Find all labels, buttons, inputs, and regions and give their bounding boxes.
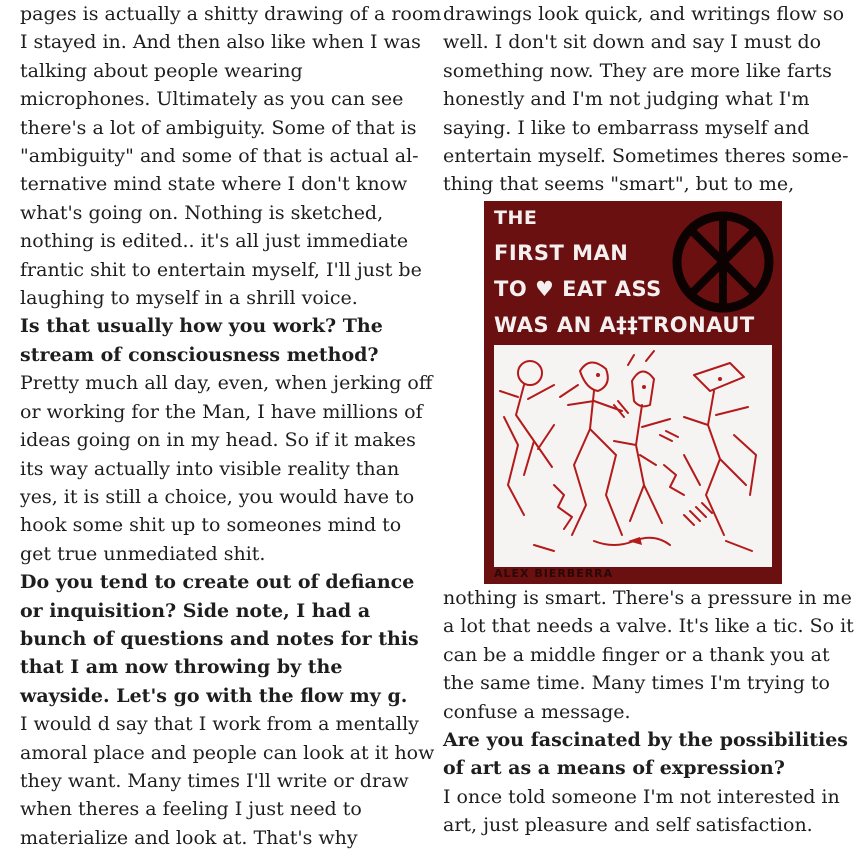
body-text-line: talking about people wearing xyxy=(20,59,303,82)
body-text-line: yes, it is still a choice, you would have to xyxy=(20,485,415,508)
body-text-line: honestly and I'm not judging what I'm xyxy=(443,88,810,111)
body-text-line: they want. Many times I'll write or draw xyxy=(20,769,409,792)
body-text-line: Pretty much all day, even, when jerking off xyxy=(20,372,433,395)
interview-question-line: stream of consciousness method? xyxy=(20,343,379,366)
poster-title-line: WAS AN A‡‡TRONAUT xyxy=(494,313,755,337)
spoked-wheel-icon xyxy=(670,209,776,315)
interview-question-line: wayside. Let's go with the flow my g. xyxy=(20,684,408,707)
body-text-line: something now. They are more like farts xyxy=(443,59,832,82)
body-text-line: a lot that needs a valve. It's like a tic. So it xyxy=(443,615,854,638)
interview-question-line: or inquisition? Side note, I had a xyxy=(20,599,371,622)
body-text-line: I would d say that I work from a mentally xyxy=(20,713,419,736)
body-text-line: laughing to myself in a shrill voice. xyxy=(20,287,358,310)
article-left-column xyxy=(20,0,442,852)
body-text-line: entertain myself. Sometimes theres some- xyxy=(443,145,849,168)
body-text-line: I stayed in. And then also like when I was xyxy=(20,31,421,54)
body-text-line: when theres a feeling I just need to xyxy=(20,798,362,821)
body-text-line: the same time. Many times I'm trying to xyxy=(443,672,830,695)
poster-title-line: TO ♥ EAT ASS xyxy=(494,277,662,301)
article-right-column-bottom xyxy=(443,584,853,840)
body-text-line: ternative mind state where I don't know xyxy=(20,173,408,196)
poster-signature: ALEX BIERBERRA xyxy=(494,567,614,580)
red-ink-sketch xyxy=(494,345,772,567)
body-text-line: amoral place and people can look at it how xyxy=(20,741,435,764)
body-text-line: pages is actually a shitty drawing of a room xyxy=(20,3,442,25)
body-text-line: saying. I like to embarrass myself and xyxy=(443,116,810,139)
body-text-line: hook some shit up to someones mind to xyxy=(20,514,402,537)
interview-question-line: of art as a means of expression? xyxy=(443,757,785,780)
interview-question-line: Do you tend to create out of defiance xyxy=(20,571,415,594)
body-text-line: nothing is smart. There's a pressure in me xyxy=(443,587,852,609)
body-text-line: confuse a message. xyxy=(443,700,631,723)
body-text-line: materialize and look at. That's why xyxy=(20,826,358,849)
poster-image xyxy=(484,201,782,584)
poster-title-line: THE xyxy=(494,207,538,229)
body-text-line: can be a middle finger or a thank you at xyxy=(443,643,830,666)
body-text-line: art, just pleasure and self satisfaction. xyxy=(443,814,813,837)
article-right-column-top xyxy=(443,0,853,199)
body-text-line: microphones. Ultimately as you can see xyxy=(20,88,404,111)
interview-question-line: Is that usually how you work? The xyxy=(20,315,383,338)
body-text-line: nothing is edited.. it's all just immediate xyxy=(20,230,409,253)
interview-question-line: that I am now throwing by the xyxy=(20,656,343,679)
body-text-line: there's a lot of ambiguity. Some of that is xyxy=(20,116,417,139)
body-text-line: what's going on. Nothing is sketched, xyxy=(20,201,384,224)
body-text-line: well. I don't sit down and say I must do xyxy=(443,31,822,54)
body-text-line: drawings look quick, and writings flow so xyxy=(443,3,845,25)
body-text-line: thing that seems "smart", but to me, xyxy=(443,173,795,196)
body-text-line: "ambiguity" and some of that is actual al- xyxy=(20,145,419,168)
interview-question-line: bunch of questions and notes for this xyxy=(20,627,419,650)
poster-drawing xyxy=(494,345,772,567)
body-text-line: get true unmediated shit. xyxy=(20,542,266,565)
poster-title-line: FIRST MAN xyxy=(494,241,629,265)
body-text-line: I once told someone I'm not interested in xyxy=(443,785,840,808)
body-text-line: its way actually into visible reality than xyxy=(20,457,400,480)
body-text-line: or working for the Man, I have millions of xyxy=(20,400,423,423)
interview-question-line: Are you fascinated by the possibilities xyxy=(443,729,848,752)
body-text-line: frantic shit to entertain myself, I'll just be xyxy=(20,258,422,281)
body-text-line: ideas going on in my head. So if it makes xyxy=(20,429,416,452)
